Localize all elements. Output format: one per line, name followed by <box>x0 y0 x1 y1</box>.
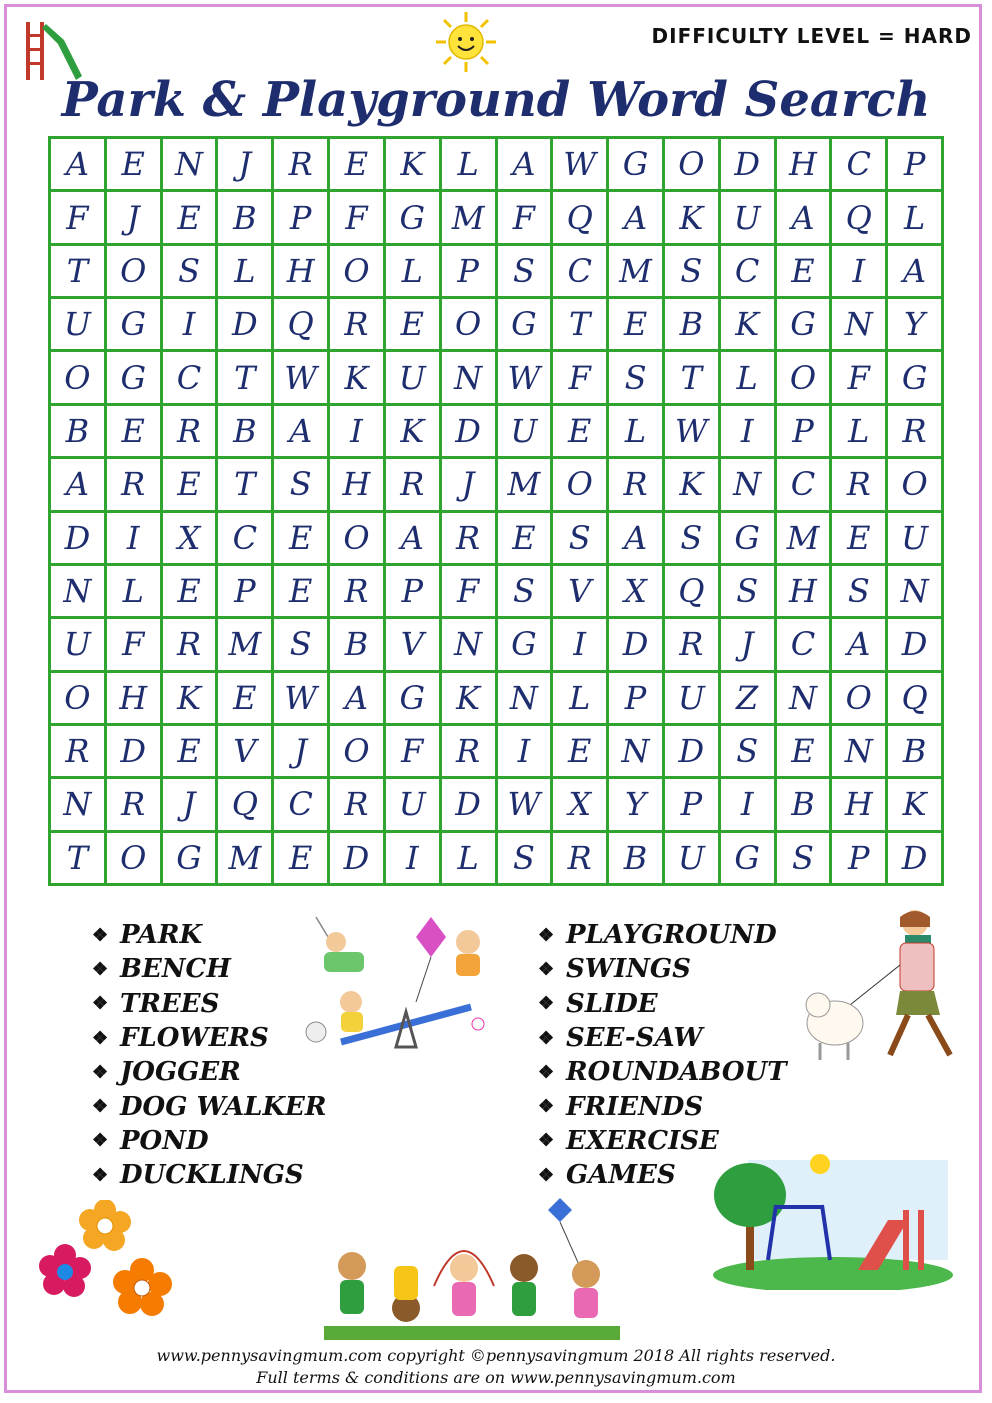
grid-cell[interactable]: L <box>442 833 495 883</box>
grid-cell[interactable]: T <box>665 352 718 402</box>
grid-cell[interactable]: H <box>777 566 830 616</box>
grid-cell[interactable]: S <box>274 619 327 669</box>
grid-cell[interactable]: L <box>107 566 160 616</box>
grid-cell[interactable]: T <box>51 833 104 883</box>
grid-cell[interactable]: E <box>163 726 216 776</box>
word-list-item <box>92 1158 326 1192</box>
grid-cell[interactable]: H <box>330 459 383 509</box>
bullet-icon: ❖ <box>92 1027 109 1049</box>
grid-cell[interactable]: S <box>665 246 718 296</box>
grid-cell[interactable]: J <box>442 459 495 509</box>
bullet-icon: ❖ <box>92 1164 109 1186</box>
grid-cell[interactable]: U <box>665 673 718 723</box>
grid-cell[interactable]: A <box>498 139 551 189</box>
grid-cell[interactable]: I <box>553 619 606 669</box>
grid-cell[interactable]: B <box>609 833 662 883</box>
grid-cell[interactable]: X <box>609 566 662 616</box>
sun-icon <box>434 10 498 74</box>
grid-cell[interactable]: Q <box>832 192 885 242</box>
grid-cell[interactable]: K <box>386 139 439 189</box>
grid-cell[interactable]: E <box>107 139 160 189</box>
grid-cell[interactable]: D <box>442 406 495 456</box>
word-list-item <box>92 987 326 1021</box>
grid-cell[interactable]: O <box>330 513 383 563</box>
grid-cell[interactable]: E <box>107 406 160 456</box>
grid-cell[interactable]: S <box>721 566 774 616</box>
grid-cell[interactable]: P <box>274 192 327 242</box>
word-label: EXERCISE <box>566 1125 719 1156</box>
grid-cell[interactable]: S <box>665 513 718 563</box>
grid-cell[interactable]: T <box>553 299 606 349</box>
grid-cell[interactable]: R <box>107 459 160 509</box>
grid-cell[interactable]: O <box>553 459 606 509</box>
grid-cell[interactable]: T <box>218 352 271 402</box>
word-label: PLAYGROUND <box>566 920 777 951</box>
grid-cell[interactable]: J <box>218 139 271 189</box>
bullet-icon: ❖ <box>538 924 555 946</box>
difficulty-level: DIFFICULTY LEVEL = HARD <box>651 24 972 48</box>
grid-cell[interactable]: P <box>777 406 830 456</box>
grid-cell[interactable]: D <box>888 619 941 669</box>
grid-cell[interactable]: L <box>832 406 885 456</box>
grid-cell[interactable]: R <box>442 513 495 563</box>
grid-cell[interactable]: Q <box>553 192 606 242</box>
grid-cell[interactable]: D <box>330 833 383 883</box>
footer-copyright: www.pennysavingmum.com copyright ©pennysavingmum 2018 All rights reserved. <box>156 1346 836 1365</box>
grid-cell[interactable]: A <box>609 192 662 242</box>
grid-cell[interactable]: K <box>163 673 216 723</box>
grid-cell[interactable]: A <box>832 619 885 669</box>
grid-cell[interactable]: V <box>386 619 439 669</box>
grid-cell[interactable]: U <box>888 513 941 563</box>
grid-cell[interactable]: D <box>218 299 271 349</box>
grid-cell[interactable]: N <box>442 352 495 402</box>
grid-cell[interactable]: R <box>330 566 383 616</box>
word-search-grid <box>48 136 944 886</box>
grid-cell[interactable]: S <box>721 726 774 776</box>
grid-cell[interactable]: E <box>553 406 606 456</box>
grid-cell[interactable]: K <box>665 192 718 242</box>
grid-cell[interactable]: A <box>888 246 941 296</box>
bullet-icon: ❖ <box>92 1130 109 1152</box>
grid-cell[interactable]: U <box>386 779 439 829</box>
grid-cell[interactable]: J <box>163 779 216 829</box>
word-list-left <box>92 918 326 1192</box>
grid-cell[interactable]: M <box>218 833 271 883</box>
grid-cell[interactable]: I <box>386 833 439 883</box>
grid-cell[interactable]: U <box>51 299 104 349</box>
grid-cell[interactable]: I <box>330 406 383 456</box>
grid-cell[interactable]: O <box>107 833 160 883</box>
grid-cell[interactable]: P <box>386 566 439 616</box>
grid-cell[interactable]: J <box>107 192 160 242</box>
grid-cell[interactable]: I <box>721 779 774 829</box>
word-label: FRIENDS <box>566 1091 704 1122</box>
word-list-item <box>92 1055 326 1089</box>
grid-cell[interactable]: G <box>386 673 439 723</box>
grid-cell[interactable]: R <box>553 833 606 883</box>
grid-cell[interactable]: P <box>609 673 662 723</box>
grid-cell[interactable]: E <box>777 726 830 776</box>
word-label: BENCH <box>120 954 231 985</box>
grid-cell[interactable]: W <box>498 779 551 829</box>
grid-cell[interactable]: A <box>386 513 439 563</box>
grid-cell[interactable]: C <box>163 352 216 402</box>
bullet-icon: ❖ <box>538 1130 555 1152</box>
grid-cell[interactable]: Y <box>609 779 662 829</box>
grid-cell[interactable]: N <box>498 673 551 723</box>
grid-cell[interactable]: O <box>442 299 495 349</box>
grid-cell[interactable]: R <box>330 299 383 349</box>
grid-cell[interactable]: D <box>442 779 495 829</box>
grid-cell[interactable]: L <box>218 246 271 296</box>
grid-cell[interactable]: S <box>553 513 606 563</box>
bullet-icon: ❖ <box>538 1164 555 1186</box>
bullet-icon: ❖ <box>538 958 555 980</box>
grid-cell[interactable]: E <box>832 513 885 563</box>
grid-cell[interactable]: G <box>386 192 439 242</box>
grid-cell[interactable]: O <box>51 352 104 402</box>
word-label: GAMES <box>566 1160 676 1191</box>
grid-cell[interactable]: D <box>721 139 774 189</box>
word-list-item <box>92 1021 326 1055</box>
grid-cell[interactable]: B <box>777 779 830 829</box>
grid-cell[interactable]: E <box>498 513 551 563</box>
kids-seesaw-illustration <box>296 912 496 1062</box>
grid-cell[interactable]: K <box>330 352 383 402</box>
grid-cell[interactable]: N <box>888 566 941 616</box>
grid-cell[interactable]: V <box>218 726 271 776</box>
bullet-icon: ❖ <box>92 993 109 1015</box>
grid-cell[interactable]: Z <box>721 673 774 723</box>
grid-cell[interactable]: B <box>888 726 941 776</box>
word-list-item <box>538 918 787 952</box>
grid-cell[interactable]: S <box>274 459 327 509</box>
grid-cell[interactable]: N <box>442 619 495 669</box>
grid-cell[interactable]: H <box>777 139 830 189</box>
grid-cell[interactable]: S <box>832 566 885 616</box>
grid-cell[interactable]: B <box>665 299 718 349</box>
grid-cell[interactable]: C <box>274 779 327 829</box>
grid-cell[interactable]: O <box>51 673 104 723</box>
word-list-item <box>538 987 787 1021</box>
grid-cell[interactable]: D <box>107 726 160 776</box>
grid-cell[interactable]: R <box>386 459 439 509</box>
grid-cell[interactable]: A <box>330 673 383 723</box>
grid-cell[interactable]: I <box>163 299 216 349</box>
grid-cell[interactable]: C <box>832 139 885 189</box>
grid-cell[interactable]: I <box>498 726 551 776</box>
grid-cell[interactable]: N <box>721 459 774 509</box>
word-label: FLOWERS <box>120 1023 269 1054</box>
grid-cell[interactable]: C <box>218 513 271 563</box>
grid-cell[interactable]: H <box>832 779 885 829</box>
grid-cell[interactable]: K <box>888 779 941 829</box>
grid-cell[interactable]: E <box>163 192 216 242</box>
grid-cell[interactable]: E <box>386 299 439 349</box>
grid-cell[interactable]: G <box>498 619 551 669</box>
grid-cell[interactable]: E <box>218 673 271 723</box>
grid-cell[interactable]: F <box>553 352 606 402</box>
grid-cell[interactable]: F <box>386 726 439 776</box>
grid-cell[interactable]: E <box>274 566 327 616</box>
grid-cell[interactable]: U <box>721 192 774 242</box>
grid-cell[interactable]: N <box>51 566 104 616</box>
grid-cell[interactable]: B <box>51 406 104 456</box>
grid-cell[interactable]: R <box>51 726 104 776</box>
grid-cell[interactable]: I <box>107 513 160 563</box>
grid-cell[interactable]: F <box>832 352 885 402</box>
word-label: TREES <box>120 988 220 1019</box>
grid-cell[interactable]: G <box>721 513 774 563</box>
word-label: SEE-SAW <box>566 1023 703 1054</box>
children-playing-illustration <box>324 1196 620 1342</box>
grid-cell[interactable]: E <box>777 246 830 296</box>
grid-cell[interactable]: A <box>274 406 327 456</box>
grid-cell[interactable]: L <box>553 673 606 723</box>
bullet-icon: ❖ <box>538 1027 555 1049</box>
grid-cell[interactable]: E <box>553 726 606 776</box>
word-label: DOG WALKER <box>120 1091 327 1122</box>
grid-cell[interactable]: U <box>665 833 718 883</box>
grid-cell[interactable]: F <box>442 566 495 616</box>
word-list-item <box>92 952 326 986</box>
footer <box>0 1345 992 1389</box>
grid-cell[interactable]: O <box>330 246 383 296</box>
grid-cell[interactable]: U <box>498 406 551 456</box>
word-label: PARK <box>120 920 203 951</box>
grid-cell[interactable]: N <box>832 299 885 349</box>
grid-cell[interactable]: Q <box>665 566 718 616</box>
grid-cell[interactable]: S <box>777 833 830 883</box>
grid-cell[interactable]: T <box>218 459 271 509</box>
grid-cell[interactable]: S <box>498 246 551 296</box>
grid-cell[interactable]: U <box>386 352 439 402</box>
grid-cell[interactable]: B <box>330 619 383 669</box>
word-label: SWINGS <box>566 954 691 985</box>
footer-terms: Full terms & conditions are on www.pennysavingmum.com <box>256 1368 736 1387</box>
word-label: SLIDE <box>566 988 658 1019</box>
word-label: ROUNDABOUT <box>566 1057 787 1088</box>
grid-cell[interactable]: S <box>498 566 551 616</box>
grid-cell[interactable]: F <box>498 192 551 242</box>
grid-cell[interactable]: F <box>107 619 160 669</box>
grid-cell[interactable]: W <box>553 139 606 189</box>
dog-walker-illustration <box>800 905 970 1075</box>
grid-cell[interactable]: E <box>609 299 662 349</box>
grid-cell[interactable]: C <box>777 619 830 669</box>
word-label: DUCKLINGS <box>120 1160 304 1191</box>
grid-cell[interactable]: P <box>218 566 271 616</box>
grid-cell[interactable]: W <box>274 352 327 402</box>
grid-cell[interactable]: A <box>51 139 104 189</box>
grid-cell[interactable]: F <box>330 192 383 242</box>
grid-cell[interactable]: N <box>51 779 104 829</box>
grid-cell[interactable]: Y <box>888 299 941 349</box>
grid-cell[interactable]: O <box>330 726 383 776</box>
grid-cell[interactable]: X <box>163 513 216 563</box>
grid-cell[interactable]: L <box>442 139 495 189</box>
page-title: Park & Playground Word Search <box>61 72 931 128</box>
grid-cell[interactable]: O <box>665 139 718 189</box>
grid-cell[interactable]: G <box>777 299 830 349</box>
grid-cell[interactable]: R <box>274 139 327 189</box>
grid-cell[interactable]: P <box>832 833 885 883</box>
grid-cell[interactable]: Q <box>218 779 271 829</box>
grid-cell[interactable]: O <box>107 246 160 296</box>
grid-cell[interactable]: K <box>442 673 495 723</box>
grid-cell[interactable]: G <box>107 299 160 349</box>
word-list-item <box>92 1089 326 1123</box>
word-list-item <box>538 1089 787 1123</box>
grid-cell[interactable]: E <box>274 513 327 563</box>
grid-cell[interactable]: R <box>665 619 718 669</box>
grid-cell[interactable]: R <box>163 406 216 456</box>
grid-cell[interactable]: E <box>163 566 216 616</box>
grid-cell[interactable]: E <box>330 139 383 189</box>
grid-cell[interactable]: O <box>832 673 885 723</box>
grid-cell[interactable]: I <box>832 246 885 296</box>
grid-cell[interactable]: E <box>163 459 216 509</box>
grid-cell[interactable]: O <box>777 352 830 402</box>
grid-cell[interactable]: R <box>609 459 662 509</box>
grid-cell[interactable]: B <box>218 406 271 456</box>
grid-cell[interactable]: N <box>777 673 830 723</box>
park-scene-illustration <box>708 1150 958 1290</box>
grid-cell[interactable]: L <box>888 192 941 242</box>
grid-cell[interactable]: J <box>721 619 774 669</box>
grid-cell[interactable]: A <box>609 513 662 563</box>
word-list-item <box>538 1055 787 1089</box>
bullet-icon: ❖ <box>92 1061 109 1083</box>
grid-cell[interactable]: R <box>107 779 160 829</box>
grid-cell[interactable]: C <box>721 246 774 296</box>
grid-cell[interactable]: N <box>609 726 662 776</box>
bullet-icon: ❖ <box>538 993 555 1015</box>
grid-cell[interactable]: D <box>665 726 718 776</box>
grid-cell[interactable]: F <box>51 192 104 242</box>
grid-cell[interactable]: Q <box>888 673 941 723</box>
grid-cell[interactable]: V <box>553 566 606 616</box>
grid-cell[interactable]: U <box>51 619 104 669</box>
grid-cell[interactable]: S <box>163 246 216 296</box>
grid-cell[interactable]: A <box>51 459 104 509</box>
grid-cell[interactable]: O <box>888 459 941 509</box>
grid-cell[interactable]: I <box>721 406 774 456</box>
grid-cell[interactable]: S <box>498 833 551 883</box>
grid-cell[interactable]: P <box>442 246 495 296</box>
grid-cell[interactable]: K <box>721 299 774 349</box>
grid-cell[interactable]: E <box>274 833 327 883</box>
grid-cell[interactable]: H <box>107 673 160 723</box>
bullet-icon: ❖ <box>92 1096 109 1118</box>
bullet-icon: ❖ <box>538 1096 555 1118</box>
grid-cell[interactable]: N <box>163 139 216 189</box>
grid-cell[interactable]: G <box>721 833 774 883</box>
grid-cell[interactable]: R <box>832 459 885 509</box>
grid-cell[interactable]: M <box>777 513 830 563</box>
word-list-item <box>538 952 787 986</box>
grid-cell[interactable]: N <box>832 726 885 776</box>
grid-cell[interactable]: G <box>498 299 551 349</box>
grid-cell[interactable]: G <box>609 139 662 189</box>
grid-cell[interactable]: M <box>498 459 551 509</box>
grid-cell[interactable]: B <box>218 192 271 242</box>
grid-cell[interactable]: R <box>888 406 941 456</box>
grid-cell[interactable]: X <box>553 779 606 829</box>
grid-cell[interactable]: P <box>665 779 718 829</box>
grid-cell[interactable]: G <box>163 833 216 883</box>
word-label: POND <box>120 1125 209 1156</box>
grid-cell[interactable]: R <box>442 726 495 776</box>
grid-cell[interactable]: G <box>107 352 160 402</box>
grid-cell[interactable]: R <box>163 619 216 669</box>
grid-cell[interactable]: T <box>51 246 104 296</box>
bullet-icon: ❖ <box>92 958 109 980</box>
grid-cell[interactable]: D <box>51 513 104 563</box>
grid-cell[interactable]: D <box>609 619 662 669</box>
grid-cell[interactable]: L <box>609 406 662 456</box>
grid-cell[interactable]: Q <box>274 299 327 349</box>
word-list-item <box>538 1021 787 1055</box>
bullet-icon: ❖ <box>538 1061 555 1083</box>
word-list-item <box>92 1124 326 1158</box>
grid-cell[interactable]: M <box>442 192 495 242</box>
grid-cell[interactable]: L <box>386 246 439 296</box>
grid-cell[interactable]: S <box>609 352 662 402</box>
grid-cell[interactable]: W <box>665 406 718 456</box>
grid-cell[interactable]: M <box>609 246 662 296</box>
grid-cell[interactable]: K <box>386 406 439 456</box>
grid-cell[interactable]: C <box>777 459 830 509</box>
word-list-item <box>92 918 326 952</box>
bullet-icon: ❖ <box>92 924 109 946</box>
grid-cell[interactable]: W <box>274 673 327 723</box>
grid-cell[interactable]: K <box>665 459 718 509</box>
flowers-illustration <box>30 1200 180 1330</box>
grid-cell[interactable]: D <box>888 833 941 883</box>
grid-cell[interactable]: G <box>888 352 941 402</box>
grid-cell[interactable]: M <box>218 619 271 669</box>
grid-cell[interactable]: A <box>777 192 830 242</box>
grid-cell[interactable]: L <box>721 352 774 402</box>
grid-cell[interactable]: H <box>274 246 327 296</box>
grid-cell[interactable]: R <box>330 779 383 829</box>
grid-cell[interactable]: C <box>553 246 606 296</box>
grid-cell[interactable]: J <box>274 726 327 776</box>
grid-cell[interactable]: P <box>888 139 941 189</box>
grid-cell[interactable]: W <box>498 352 551 402</box>
word-label: JOGGER <box>120 1057 241 1088</box>
